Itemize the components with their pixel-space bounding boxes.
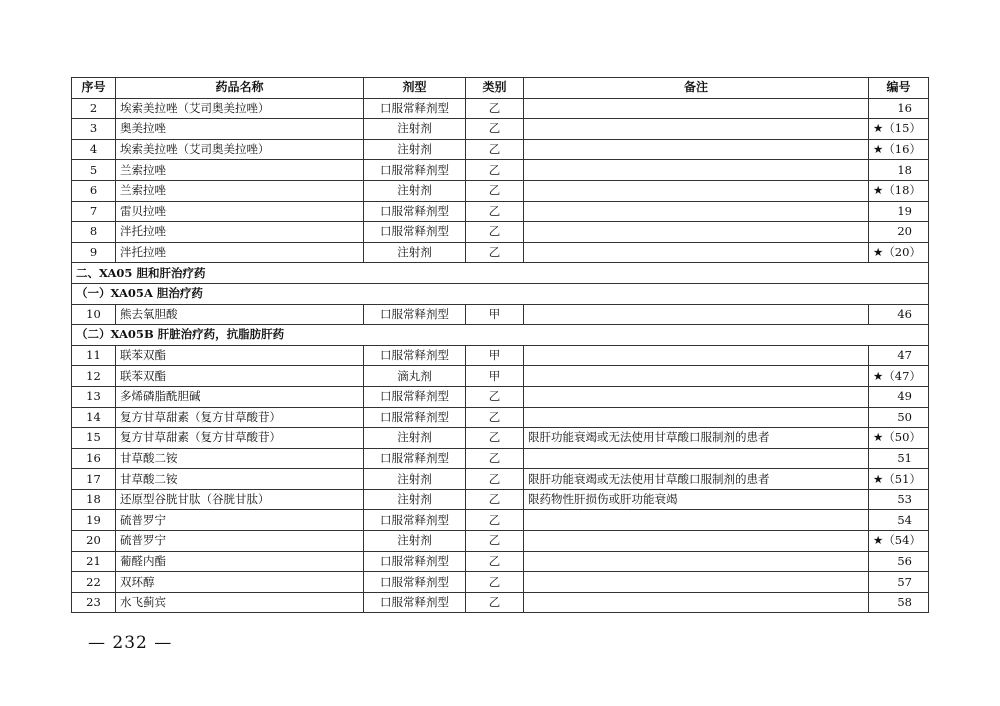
cell-dosage-form: 注射剂 xyxy=(364,531,466,552)
cell-dosage-form: 注射剂 xyxy=(364,139,466,160)
table-header-row xyxy=(72,78,929,99)
cell-drug-name: 埃索美拉唑（艾司奥美拉唑） xyxy=(116,139,364,160)
cell-category: 甲 xyxy=(466,304,524,325)
cell-drug-name: 兰索拉唑 xyxy=(116,180,364,201)
cell-no: 13 xyxy=(72,386,116,407)
col-header-category: 类别 xyxy=(466,78,524,99)
col-header-name: 药品名称 xyxy=(116,78,364,99)
cell-note xyxy=(524,531,869,552)
cell-dosage-form: 口服常释剂型 xyxy=(364,201,466,222)
cell-note: 限肝功能衰竭或无法使用甘草酸口服制剂的患者 xyxy=(524,469,869,490)
cell-drug-name: 甘草酸二铵 xyxy=(116,469,364,490)
table-row xyxy=(72,304,929,325)
cell-note xyxy=(524,510,869,531)
cell-drug-name: 硫普罗宁 xyxy=(116,510,364,531)
cell-no: 18 xyxy=(72,489,116,510)
table-row xyxy=(72,448,929,469)
cell-no: 5 xyxy=(72,160,116,181)
cell-dosage-form: 口服常释剂型 xyxy=(364,407,466,428)
cell-category: 甲 xyxy=(466,366,524,387)
cell-category: 乙 xyxy=(466,386,524,407)
cell-category: 乙 xyxy=(466,448,524,469)
cell-dosage-form: 注射剂 xyxy=(364,119,466,140)
page-number: — 232 — xyxy=(88,633,173,653)
table-row xyxy=(72,98,929,119)
cell-note xyxy=(524,180,869,201)
cell-note xyxy=(524,119,869,140)
cell-dosage-form: 注射剂 xyxy=(364,180,466,201)
cell-code: ★（50） xyxy=(869,428,929,449)
cell-category: 乙 xyxy=(466,407,524,428)
cell-drug-name: 还原型谷胱甘肽（谷胱甘肽） xyxy=(116,489,364,510)
cell-code: 20 xyxy=(869,222,929,243)
table-row xyxy=(72,572,929,593)
cell-no: 3 xyxy=(72,119,116,140)
cell-note xyxy=(524,304,869,325)
col-header-note: 备注 xyxy=(524,78,869,99)
table-row xyxy=(72,428,929,449)
cell-code: 51 xyxy=(869,448,929,469)
cell-dosage-form: 注射剂 xyxy=(364,489,466,510)
section-heading: 二、XA05 胆和肝治疗药 xyxy=(72,263,929,284)
section-heading: （一）XA05A 胆治疗药 xyxy=(72,283,929,304)
cell-category: 乙 xyxy=(466,469,524,490)
cell-code: ★（20） xyxy=(869,242,929,263)
table-row xyxy=(72,345,929,366)
cell-no: 21 xyxy=(72,551,116,572)
cell-no: 23 xyxy=(72,592,116,613)
cell-dosage-form: 口服常释剂型 xyxy=(364,160,466,181)
cell-drug-name: 多烯磷脂酰胆碱 xyxy=(116,386,364,407)
table-row xyxy=(72,366,929,387)
table-row xyxy=(72,160,929,181)
cell-note xyxy=(524,572,869,593)
cell-note xyxy=(524,448,869,469)
cell-code: 46 xyxy=(869,304,929,325)
cell-dosage-form: 口服常释剂型 xyxy=(364,304,466,325)
cell-category: 乙 xyxy=(466,531,524,552)
cell-code: ★（15） xyxy=(869,119,929,140)
cell-note xyxy=(524,407,869,428)
cell-no: 15 xyxy=(72,428,116,449)
table-row xyxy=(72,242,929,263)
cell-code: 57 xyxy=(869,572,929,593)
table-row xyxy=(72,386,929,407)
cell-code: ★（16） xyxy=(869,139,929,160)
cell-drug-name: 硫普罗宁 xyxy=(116,531,364,552)
cell-code: 19 xyxy=(869,201,929,222)
cell-category: 乙 xyxy=(466,242,524,263)
cell-no: 2 xyxy=(72,98,116,119)
cell-no: 22 xyxy=(72,572,116,593)
cell-code: ★（54） xyxy=(869,531,929,552)
cell-category: 乙 xyxy=(466,180,524,201)
cell-no: 12 xyxy=(72,366,116,387)
cell-dosage-form: 口服常释剂型 xyxy=(364,386,466,407)
cell-drug-name: 熊去氧胆酸 xyxy=(116,304,364,325)
cell-category: 甲 xyxy=(466,345,524,366)
cell-category: 乙 xyxy=(466,572,524,593)
cell-code: 54 xyxy=(869,510,929,531)
cell-code: 18 xyxy=(869,160,929,181)
cell-code: 58 xyxy=(869,592,929,613)
cell-dosage-form: 口服常释剂型 xyxy=(364,98,466,119)
table-body xyxy=(72,98,929,613)
cell-note xyxy=(524,242,869,263)
section-row xyxy=(72,263,929,284)
table-row xyxy=(72,489,929,510)
cell-category: 乙 xyxy=(466,160,524,181)
cell-category: 乙 xyxy=(466,139,524,160)
table-row xyxy=(72,551,929,572)
cell-note xyxy=(524,551,869,572)
section-row xyxy=(72,325,929,346)
cell-category: 乙 xyxy=(466,510,524,531)
cell-no: 11 xyxy=(72,345,116,366)
cell-drug-name: 双环醇 xyxy=(116,572,364,593)
cell-category: 乙 xyxy=(466,551,524,572)
cell-drug-name: 泮托拉唑 xyxy=(116,242,364,263)
cell-note: 限药物性肝损伤或肝功能衰竭 xyxy=(524,489,869,510)
cell-code: 16 xyxy=(869,98,929,119)
cell-note: 限肝功能衰竭或无法使用甘草酸口服制剂的患者 xyxy=(524,428,869,449)
table-row xyxy=(72,180,929,201)
cell-no: 9 xyxy=(72,242,116,263)
cell-note xyxy=(524,345,869,366)
cell-dosage-form: 注射剂 xyxy=(364,242,466,263)
cell-category: 乙 xyxy=(466,222,524,243)
cell-drug-name: 水飞蓟宾 xyxy=(116,592,364,613)
cell-note xyxy=(524,160,869,181)
table-row xyxy=(72,469,929,490)
cell-category: 乙 xyxy=(466,428,524,449)
table-row xyxy=(72,139,929,160)
cell-no: 16 xyxy=(72,448,116,469)
cell-drug-name: 联苯双酯 xyxy=(116,345,364,366)
cell-drug-name: 泮托拉唑 xyxy=(116,222,364,243)
table-row xyxy=(72,119,929,140)
cell-note xyxy=(524,386,869,407)
cell-category: 乙 xyxy=(466,201,524,222)
col-header-code: 编号 xyxy=(869,78,929,99)
table-row xyxy=(72,531,929,552)
cell-dosage-form: 口服常释剂型 xyxy=(364,572,466,593)
cell-code: 47 xyxy=(869,345,929,366)
cell-drug-name: 甘草酸二铵 xyxy=(116,448,364,469)
cell-no: 6 xyxy=(72,180,116,201)
col-header-no: 序号 xyxy=(72,78,116,99)
cell-note xyxy=(524,98,869,119)
table-row xyxy=(72,510,929,531)
table-row xyxy=(72,592,929,613)
cell-no: 10 xyxy=(72,304,116,325)
cell-no: 8 xyxy=(72,222,116,243)
table-row xyxy=(72,222,929,243)
cell-note xyxy=(524,592,869,613)
cell-dosage-form: 口服常释剂型 xyxy=(364,222,466,243)
cell-note xyxy=(524,139,869,160)
cell-code: ★（51） xyxy=(869,469,929,490)
cell-drug-name: 葡醛内酯 xyxy=(116,551,364,572)
cell-category: 乙 xyxy=(466,489,524,510)
cell-drug-name: 雷贝拉唑 xyxy=(116,201,364,222)
cell-note xyxy=(524,201,869,222)
section-heading: （二）XA05B 肝脏治疗药，抗脂肪肝药 xyxy=(72,325,929,346)
cell-no: 14 xyxy=(72,407,116,428)
cell-drug-name: 联苯双酯 xyxy=(116,366,364,387)
cell-drug-name: 兰索拉唑 xyxy=(116,160,364,181)
col-header-form: 剂型 xyxy=(364,78,466,99)
cell-code: 53 xyxy=(869,489,929,510)
cell-dosage-form: 口服常释剂型 xyxy=(364,592,466,613)
cell-code: 49 xyxy=(869,386,929,407)
table-row xyxy=(72,201,929,222)
section-row xyxy=(72,283,929,304)
cell-drug-name: 奥美拉唑 xyxy=(116,119,364,140)
cell-code: 56 xyxy=(869,551,929,572)
cell-dosage-form: 注射剂 xyxy=(364,469,466,490)
cell-note xyxy=(524,366,869,387)
table-row xyxy=(72,407,929,428)
drug-list-table xyxy=(71,77,929,613)
cell-dosage-form: 口服常释剂型 xyxy=(364,510,466,531)
cell-code: 50 xyxy=(869,407,929,428)
cell-drug-name: 复方甘草甜素（复方甘草酸苷） xyxy=(116,407,364,428)
cell-dosage-form: 注射剂 xyxy=(364,428,466,449)
cell-no: 7 xyxy=(72,201,116,222)
cell-category: 乙 xyxy=(466,98,524,119)
cell-category: 乙 xyxy=(466,119,524,140)
cell-no: 20 xyxy=(72,531,116,552)
cell-dosage-form: 滴丸剂 xyxy=(364,366,466,387)
cell-no: 17 xyxy=(72,469,116,490)
cell-code: ★（47） xyxy=(869,366,929,387)
cell-dosage-form: 口服常释剂型 xyxy=(364,551,466,572)
cell-drug-name: 埃索美拉唑（艾司奥美拉唑） xyxy=(116,98,364,119)
cell-note xyxy=(524,222,869,243)
cell-category: 乙 xyxy=(466,592,524,613)
cell-no: 4 xyxy=(72,139,116,160)
cell-drug-name: 复方甘草甜素（复方甘草酸苷） xyxy=(116,428,364,449)
cell-code: ★（18） xyxy=(869,180,929,201)
cell-dosage-form: 口服常释剂型 xyxy=(364,345,466,366)
cell-no: 19 xyxy=(72,510,116,531)
cell-dosage-form: 口服常释剂型 xyxy=(364,448,466,469)
